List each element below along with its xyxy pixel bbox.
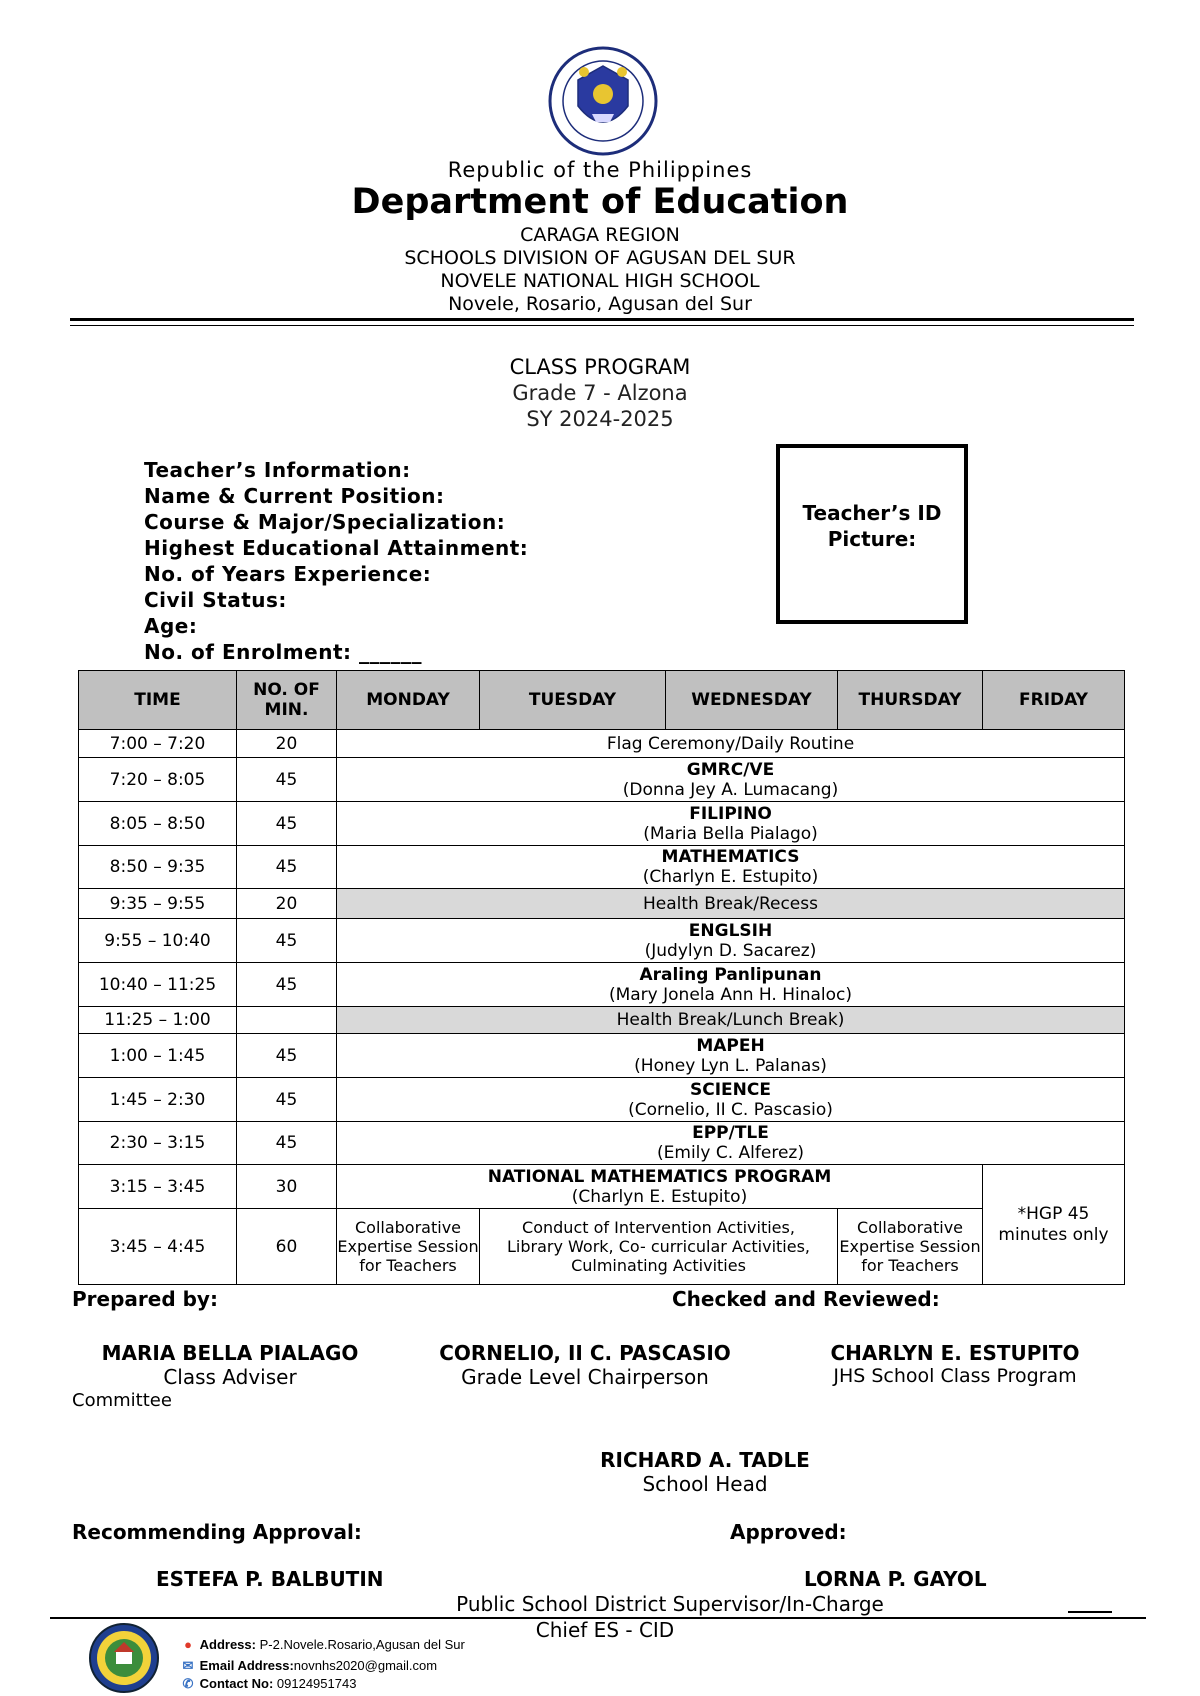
school-logo (88, 1622, 160, 1694)
subject-name: SCIENCE (690, 1079, 771, 1100)
break-text: Health Break/Lunch Break) (616, 1010, 845, 1030)
footer-address-value: P-2.Novele.Rosario,Agusan del Sur (255, 1637, 465, 1652)
time-cell: 2:30 – 3:15 (79, 1122, 237, 1165)
subject-name: GMRC/VE (686, 759, 775, 780)
school-address: Novele, Rosario, Agusan del Sur (448, 293, 752, 315)
phone-icon: ✆ (182, 1676, 194, 1691)
time-cell: 9:55 – 10:40 (79, 919, 237, 963)
subject-cell (337, 1122, 1125, 1165)
break-text: Health Break/Recess (643, 893, 818, 914)
minutes-cell: 60 (237, 1209, 337, 1285)
friday-hgp-text: *HGP 45 minutes only (998, 1203, 1109, 1245)
subject-name: ENGLSIH (688, 920, 773, 941)
table-row (79, 1209, 1125, 1285)
subject-name: EPP/TLE (692, 1123, 769, 1143)
committee-role-continued: Committee (72, 1390, 172, 1411)
program-title: CLASS PROGRAM (509, 355, 691, 379)
col-header-thursday: THURSDAY (838, 671, 983, 730)
subject-cell (337, 963, 1125, 1007)
subject-name: FILIPINO (689, 803, 772, 824)
intervention-text: Conduct of Intervention Activities, Library Work, Co- curricular Activities, Culminating Activities (506, 1218, 811, 1275)
minutes-cell: 20 (237, 889, 337, 919)
subject-name: MATHEMATICS (661, 847, 800, 867)
email-icon: ✉ (182, 1658, 194, 1673)
table-row (79, 730, 1125, 758)
subject-name: MAPEH (696, 1035, 765, 1056)
program-sy: SY 2024-2025 (526, 407, 674, 431)
footer-short-rule (1068, 1611, 1112, 1613)
collab-monday-cell (337, 1209, 480, 1285)
time-cell: 8:50 – 9:35 (79, 846, 237, 889)
footer-contact-value: 09124951743 (273, 1676, 357, 1691)
header-divider-thick (70, 318, 1134, 321)
chief-role: Chief ES - CID (535, 1618, 675, 1642)
table-row (79, 758, 1125, 802)
adviser-name: MARIA BELLA PIALAGO (101, 1341, 359, 1365)
chair-role: Grade Level Chairperson (461, 1365, 709, 1389)
time-cell: 1:45 – 2:30 (79, 1078, 237, 1122)
col-header-time: TIME (79, 671, 237, 730)
break-cell (337, 889, 1125, 919)
footer-email (180, 1658, 437, 1674)
footer-contact-label: Contact No: (199, 1676, 274, 1691)
subject-teacher: (Charlyn E. Estupito) (642, 867, 819, 887)
footer-divider (50, 1617, 1146, 1619)
minutes-cell (237, 1007, 337, 1034)
subject-teacher: (Cornelio, II C. Pascasio) (628, 1099, 833, 1120)
program-section: Grade 7 - Alzona (512, 381, 688, 405)
intervention-cell (480, 1209, 838, 1285)
minutes-cell: 45 (237, 802, 337, 846)
prepared-by-label: Prepared by: (72, 1287, 218, 1311)
subject-cell (337, 1078, 1125, 1122)
footer-address (180, 1637, 465, 1652)
class-program-table (78, 670, 1125, 1285)
minutes-cell: 45 (237, 1122, 337, 1165)
teacher-info-block (144, 457, 528, 665)
table-row (79, 1078, 1125, 1122)
id-picture-label-2: Picture: (827, 527, 917, 551)
table-header-row (79, 671, 1125, 730)
approved-label: Approved: (730, 1520, 847, 1544)
table-row (79, 846, 1125, 889)
committee-role: JHS School Class Program (833, 1365, 1077, 1387)
minutes-cell: 45 (237, 1034, 337, 1078)
header-divider-thin (70, 325, 1134, 326)
minutes-cell: 20 (237, 730, 337, 758)
col-header-minutes: NO. OF MIN. (237, 671, 337, 730)
subject-teacher: (Donna Jey A. Lumacang) (622, 779, 839, 800)
deped-seal-logo (548, 46, 658, 156)
committee-name: CHARLYN E. ESTUPITO (830, 1341, 1080, 1365)
experience-label: No. of Years Experience: (144, 562, 432, 586)
subject-cell (337, 846, 1125, 889)
table-row (79, 1165, 1125, 1209)
break-cell (337, 1007, 1125, 1034)
name-position-label: Name & Current Position: (144, 484, 445, 508)
course-label: Course & Major/Specialization: (144, 510, 506, 534)
subject-cell (337, 1165, 983, 1209)
school-head-name: RICHARD A. TADLE (600, 1448, 810, 1472)
civil-status-label: Civil Status: (144, 588, 287, 612)
education-label: Highest Educational Attainment: (144, 536, 529, 560)
subject-cell (337, 1034, 1125, 1078)
collab-thursday-text: Collaborative Expertise Session for Teachers (839, 1218, 981, 1275)
enrolment-label: No. of Enrolment: ______ (144, 640, 422, 664)
department-title: Department of Education (351, 182, 849, 222)
chair-name: CORNELIO, II C. PASCASIO (439, 1341, 731, 1365)
col-header-monday: MONDAY (337, 671, 480, 730)
subject-teacher: (Emily C. Alferez) (657, 1143, 804, 1163)
subject-name: NATIONAL MATHEMATICS PROGRAM (487, 1166, 832, 1187)
minutes-cell: 45 (237, 963, 337, 1007)
id-picture-label-1: Teacher’s ID (802, 501, 942, 525)
col-header-friday: FRIDAY (983, 671, 1125, 730)
table-row (79, 1122, 1125, 1165)
recommending-approval-label: Recommending Approval: (72, 1520, 362, 1544)
supervisor-role: Public School District Supervisor/In-Charge (456, 1592, 884, 1616)
minutes-cell: 45 (237, 758, 337, 802)
subject-cell (337, 919, 1125, 963)
subject-teacher: (Charlyn E. Estupito) (571, 1186, 748, 1207)
time-cell: 7:00 – 7:20 (79, 730, 237, 758)
footer-email-value[interactable]: novnhs2020@gmail.com (293, 1658, 438, 1673)
table-row (79, 919, 1125, 963)
time-cell: 3:15 – 3:45 (79, 1165, 237, 1209)
col-header-tuesday: TUESDAY (480, 671, 666, 730)
footer-contact (180, 1676, 356, 1692)
adviser-role: Class Adviser (163, 1365, 297, 1389)
time-cell: 8:05 – 8:50 (79, 802, 237, 846)
time-cell: 7:20 – 8:05 (79, 758, 237, 802)
footer-email-label: Email Address: (199, 1658, 294, 1673)
collab-monday-text: Collaborative Expertise Session for Teachers (337, 1218, 479, 1275)
minutes-cell: 45 (237, 846, 337, 889)
minutes-cell: 45 (237, 1078, 337, 1122)
col-header-wednesday: WEDNESDAY (666, 671, 838, 730)
school-head-role: School Head (642, 1472, 768, 1496)
teacher-info-heading: Teacher’s Information: (144, 458, 411, 482)
subject-teacher: (Maria Bella Pialago) (643, 823, 818, 844)
collab-thursday-cell (838, 1209, 983, 1285)
region-text: CARAGA REGION (520, 224, 680, 246)
time-cell: 10:40 – 11:25 (79, 963, 237, 1007)
time-cell: 9:35 – 9:55 (79, 889, 237, 919)
table-row (79, 1034, 1125, 1078)
recommending-name: ESTEFA P. BALBUTIN (156, 1567, 384, 1591)
minutes-cell: 45 (237, 919, 337, 963)
time-cell: 11:25 – 1:00 (79, 1007, 237, 1034)
school-name: NOVELE NATIONAL HIGH SCHOOL (440, 270, 760, 292)
friday-hgp-cell (983, 1165, 1125, 1285)
time-cell: 1:00 – 1:45 (79, 1034, 237, 1078)
subject-teacher: (Judylyn D. Sacarez) (644, 940, 817, 961)
teacher-id-picture-box (776, 444, 968, 624)
location-pin-icon: ● (184, 1637, 192, 1652)
table-row (79, 802, 1125, 846)
activity-cell (337, 730, 1125, 758)
checked-reviewed-label: Checked and Reviewed: (672, 1287, 940, 1311)
footer-address-label: Address: (199, 1637, 256, 1652)
subject-cell (337, 802, 1125, 846)
age-label: Age: (144, 614, 198, 638)
republic-text: Republic of the Philippines (447, 158, 753, 182)
time-cell: 3:45 – 4:45 (79, 1209, 237, 1285)
activity-text: Flag Ceremony/Daily Routine (606, 733, 855, 754)
table-row (79, 963, 1125, 1007)
subject-cell (337, 758, 1125, 802)
approver-name: LORNA P. GAYOL (804, 1567, 987, 1591)
subject-name: Araling Panlipunan (639, 964, 822, 985)
subject-teacher: (Honey Lyn L. Palanas) (634, 1055, 827, 1076)
table-row (79, 1007, 1125, 1034)
subject-teacher: (Mary Jonela Ann H. Hinaloc) (608, 984, 853, 1005)
minutes-cell: 30 (237, 1165, 337, 1209)
table-row (79, 889, 1125, 919)
division-text: SCHOOLS DIVISION OF AGUSAN DEL SUR (404, 247, 796, 269)
